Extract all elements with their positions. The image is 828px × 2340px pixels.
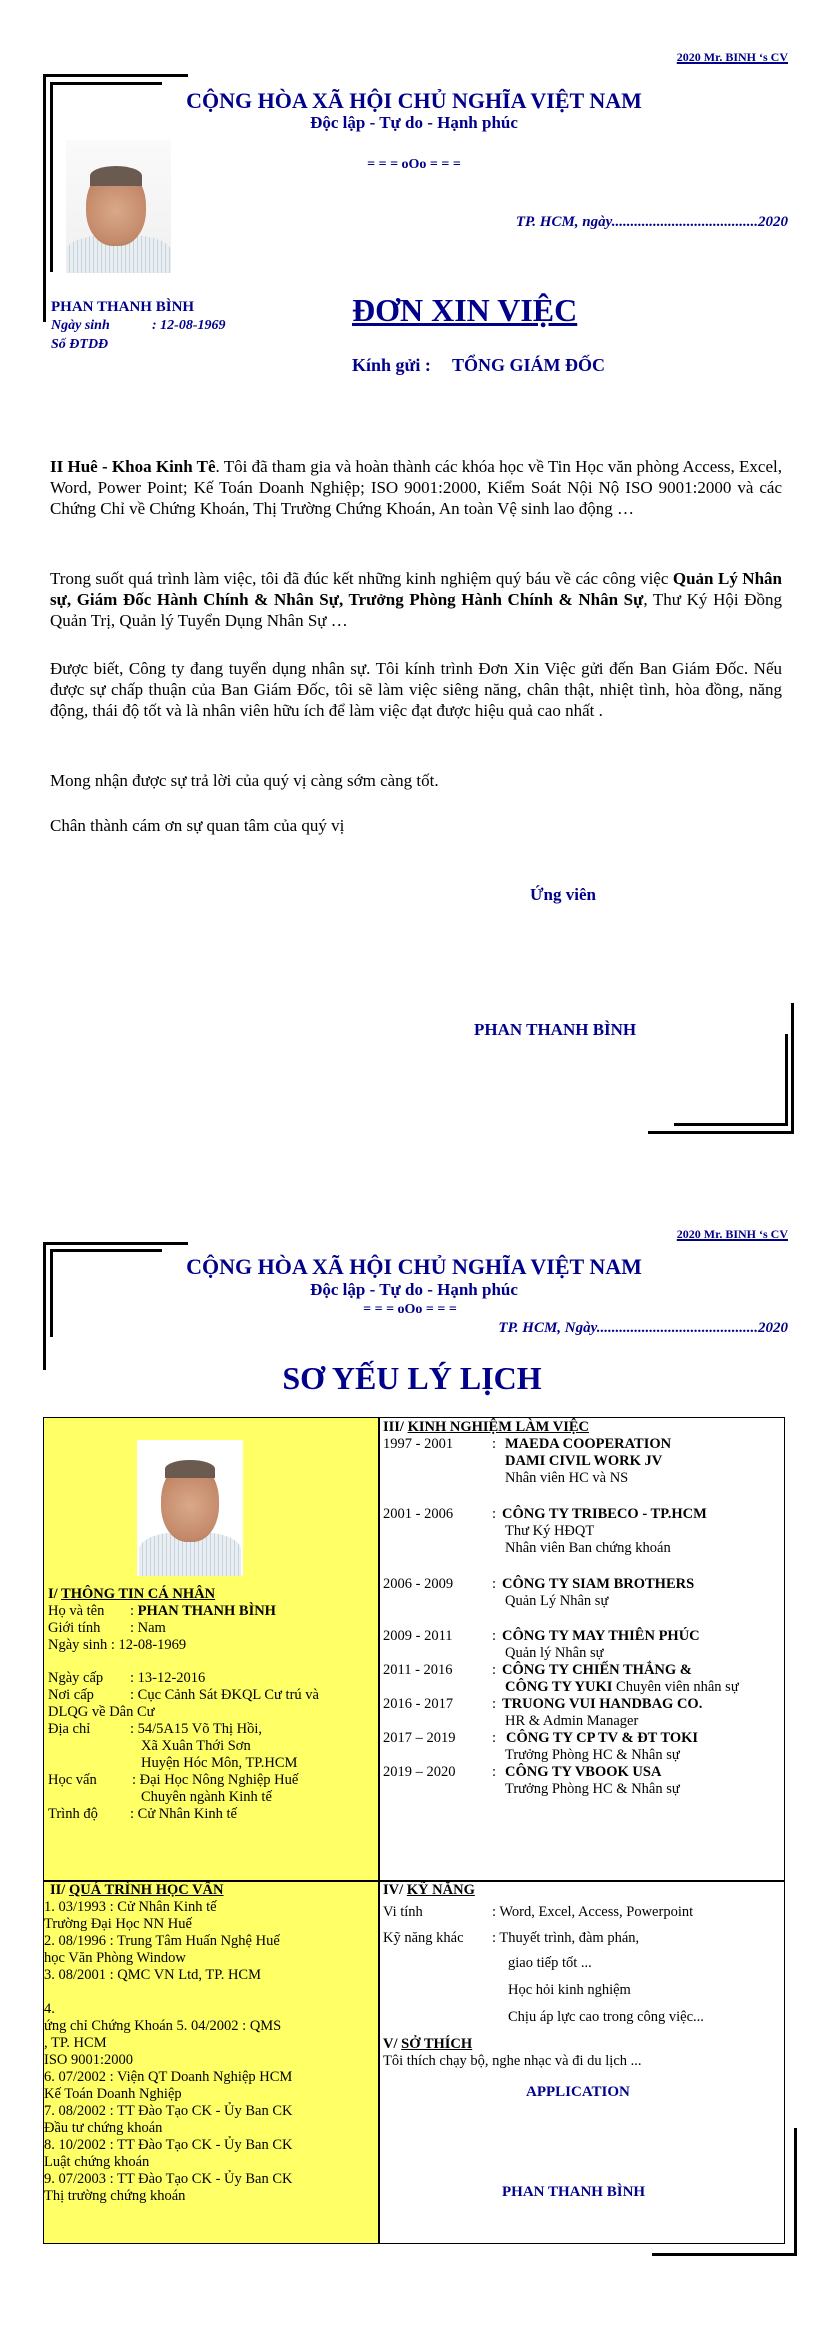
corner-decoration-line (791, 1003, 794, 1133)
personal-row-address-3: Huyện Hóc Môn, TP.HCM (141, 1755, 298, 1771)
document-title: ĐƠN XIN VIỆC (352, 292, 578, 328)
paragraph-1-bold: II Huê - Khoa Kinh Tê (50, 457, 216, 476)
skill-value: Chịu áp lực cao trong công việc... (508, 2009, 704, 2025)
paragraph-5: Chân thành cám ơn sự quan tâm của quý vị (50, 816, 345, 835)
skill-label: Vi tính (383, 1904, 423, 1920)
education-heading (50, 1882, 224, 1899)
personal-row-issue-place-cont (48, 1704, 155, 1721)
paragraph-2 (50, 568, 782, 631)
field-value: : Nam (130, 1620, 166, 1636)
field-value: : (130, 1603, 138, 1619)
field-value: : Cục Cảnh Sát ĐKQL Cư trú và (130, 1687, 319, 1703)
field-label: Họ và tên (48, 1603, 105, 1619)
field-label: Địa chỉ (48, 1721, 91, 1737)
paragraph-4: Mong nhận được sự trả lời của quý vị càng sớm càng tốt. (50, 771, 439, 790)
field-label: Ngày sinh : (48, 1637, 115, 1653)
job-period: 1997 - 2001 (383, 1436, 454, 1452)
paragraph-2-text: Trong suốt quá trình làm việc, tôi đã đúc kết những kinh nghiệm quý báu về các công việc (50, 569, 673, 588)
signature-label: Ứng viên (530, 885, 596, 904)
paragraph-2-bold: Quản Lý Nhân sự, Giám Đốc Hành Chính & Nhân Sự, Trưởng Phòng Hành Chính & Nhân Sự (50, 569, 782, 609)
corner-decoration-line (50, 1249, 162, 1252)
field-label: Ngày cấp (48, 1670, 104, 1686)
education-line: học Văn Phòng Window (44, 1950, 186, 1966)
section-number: V/ (383, 2036, 402, 2052)
section-title: QUÁ TRÌNH HỌC VẤN (68, 1882, 224, 1898)
job-company: CÔNG TY YUKI (505, 1679, 613, 1695)
education-line: Luật chứng khoán (44, 2154, 150, 2170)
corner-decoration-line (50, 82, 162, 85)
job-period: 2006 - 2009 (383, 1576, 454, 1592)
personal-row-degree (48, 1806, 237, 1823)
education-line: Trường Đại Học NN Huế (44, 1916, 192, 1932)
job-company: CÔNG TY TRIBECO - TP.HCM (502, 1506, 707, 1522)
section-number: III/ (383, 1419, 408, 1435)
corner-decoration-line (43, 1242, 188, 1245)
corner-decoration-line (794, 2128, 797, 2256)
job-period: 2019 – 2020 (383, 1764, 456, 1780)
personal-info-heading (48, 1586, 215, 1603)
job-role: HR & Admin Manager (505, 1713, 639, 1729)
separator: = = = oOo = = = (363, 1302, 457, 1317)
job-period: 2017 – 2019 (383, 1730, 456, 1746)
separator: = = = oOo = = = (367, 157, 461, 172)
education-line: 1. 03/1993 : Cử Nhân Kinh tế (44, 1899, 217, 1915)
applicant-photo (66, 140, 171, 273)
signature-name: PHAN THANH BÌNH (474, 1020, 637, 1039)
skill-label: Kỹ năng khác (383, 1930, 464, 1946)
section-number: IV/ (383, 1882, 407, 1898)
dob-value: : 12-08-1969 (152, 318, 226, 333)
section-title: KỸ NĂNG (406, 1882, 475, 1898)
skill-value: Học hỏi kinh nghiệm (508, 1982, 631, 1998)
education-line: 9. 07/2003 : TT Đào Tạo CK - Ủy Ban CK (44, 2171, 293, 2187)
job-company: CÔNG TY CHIẾN THẮNG & (502, 1662, 692, 1678)
job-period: 2011 - 2016 (383, 1662, 453, 1678)
field-value: : Cử Nhân Kinh tế (130, 1806, 237, 1822)
recipient: TỔNG GIÁM ĐỐC (452, 355, 605, 375)
job-role: Chuyên viên nhân sự (612, 1679, 739, 1695)
field-value: : 54/5A15 Võ Thị Hồi, (130, 1721, 262, 1737)
field-value: 12-08-1969 (114, 1637, 187, 1653)
job-role: Thư Ký HĐQT (505, 1523, 595, 1539)
education-line: 3. 08/2001 : QMC VN Ltd, TP. HCM (44, 1967, 261, 1983)
personal-row-education (48, 1772, 298, 1789)
job-role: Quản Lý Nhân sự (505, 1593, 609, 1609)
education-line: Đầu tư chứng khoán (44, 2120, 163, 2136)
motto: Độc lập - Tự do - Hạnh phúc (310, 1280, 518, 1299)
job-company: CÔNG TY SIAM BROTHERS (502, 1576, 695, 1592)
full-name-value: PHAN THANH BÌNH (137, 1603, 276, 1619)
paragraph-3: Được biết, Công ty đang tuyển dụng nhân sự. Tôi kính trình Đơn Xin Việc gửi đến Ban Giám Đốc. Nếu được sự chấp thuận của Ban Giám Đốc, tôi sẽ làm việc siêng năng, chân thật, nhiệt tình, hòa đồng, năng động, thái độ tốt và là nhân viên hữu ích để làm việc đạt được hiệu quả cao nhất . (50, 659, 782, 720)
personal-row-major: Chuyên ngành Kinh tế (141, 1789, 272, 1805)
job-company-line (505, 1679, 739, 1696)
education-line: , TP. HCM (44, 2035, 107, 2051)
personal-row-dob (48, 1637, 186, 1654)
job-company: CÔNG TY VBOOK USA (505, 1764, 662, 1780)
section-number: I/ (48, 1586, 62, 1602)
corner-decoration-line (674, 1123, 788, 1126)
nation-heading: CỘNG HÒA XÃ HỘI CHỦ NGHĨA VIỆT NAM (186, 1254, 642, 1279)
field-label: Học vấn (48, 1772, 97, 1788)
job-company: DAMI CIVIL WORK JV (505, 1453, 663, 1469)
job-period: 2009 - 2011 (383, 1628, 453, 1644)
skill-value: : Word, Excel, Access, Powerpoint (492, 1904, 694, 1920)
field-label: Giới tính (48, 1620, 101, 1636)
field-value: DLQG về Dân Cư (48, 1704, 155, 1720)
place-date-line: TP. HCM, ngày.......................................2020 (515, 214, 788, 230)
section-title: THÔNG TIN CÁ NHÂN (61, 1586, 216, 1602)
cv-tag: 2020 Mr. BINH ‘s CV (676, 1227, 788, 1241)
corner-decoration-line (43, 74, 188, 77)
personal-row-address (48, 1721, 262, 1738)
education-line: 8. 10/2002 : TT Đào Tạo CK - Ủy Ban CK (44, 2137, 293, 2153)
section-number: II/ (50, 1882, 69, 1898)
section-title: KINH NGHIỆM LÀM VIỆC (407, 1419, 589, 1435)
skill-value: : Thuyết trình, đàm phán, (492, 1930, 640, 1946)
job-role: Quản lý Nhân sự (505, 1645, 604, 1661)
personal-row-issue-place (48, 1687, 319, 1704)
job-role: Nhân viên Ban chứng khoán (505, 1540, 671, 1556)
field-value: : Đại Học Nông Nghiệp Huế (132, 1772, 299, 1788)
skill-value: giao tiếp tốt ... (508, 1955, 592, 1971)
job-company: CÔNG TY MAY THIÊN PHÚC (502, 1628, 700, 1644)
personal-row-name (48, 1603, 276, 1620)
job-period: 2001 - 2006 (383, 1506, 454, 1522)
experience-heading (383, 1419, 589, 1436)
hobbies-text: Tôi thích chạy bộ, nghe nhạc và đi du lịch ... (383, 2053, 642, 2069)
skills-heading (383, 1882, 475, 1899)
personal-row-issue-date (48, 1670, 205, 1687)
applicant-name: PHAN THANH BÌNH (51, 299, 195, 315)
job-role: Trưởng Phòng HC & Nhân sự (505, 1781, 680, 1797)
job-company: TRUONG VUI HANDBAG CO. (502, 1696, 703, 1712)
education-line: 7. 08/2002 : TT Đào Tạo CK - Ủy Ban CK (44, 2103, 293, 2119)
job-company: CÔNG TY CP TV & ĐT TOKI (506, 1730, 699, 1746)
education-line: ứng chỉ Chứng Khoán 5. 04/2002 : QMS (44, 2018, 282, 2034)
resume-title: SƠ YẾU LÝ LỊCH (282, 1360, 542, 1396)
education-line: Kế Toán Doanh Nghiệp (44, 2086, 182, 2102)
signature-label: APPLICATION (526, 2084, 630, 2100)
job-role: Nhân viên HC và NS (505, 1470, 629, 1486)
section-title: SỞ THÍCH (401, 2036, 473, 2052)
phone-label: Số ĐTDĐ (51, 337, 109, 352)
resume-table: I/ THÔNG TIN CÁ NHÂN Họ và tên : PHAN THANH BÌNH Giới tính : Nam Ngày sinh : 12-08-1969 Ngày cấp : 13-12-2016 Nơi cấp : Cục Cảnh Sát ĐKQL Cư trú và DLQG về Dân Cư Địa chỉ : 54/5A15 Võ Thị Hồi, Xã Xuân Thới Sơn Huyện Hóc Môn, TP.HCM Học vấn : Đại Học Nông Nghiệp Huế Chuyên ngành Kinh tế Trình độ : Cử Nhân Kinh tế II/ QUÁ TRÌNH HỌC VẤN 1. 03/1993 : Cử Nhân Kinh tế Trường Đại Học NN Huế 2. 08/1996 : Trung Tâm Huấn Nghệ Huế học Văn Phòng Window 3. 08/2001 : QMC VN Ltd, TP. HCM 4. ứng chỉ Chứng Khoán 5. 04/2002 : QMS , TP. HCM ISO 9001:2000 6. 07/2002 : Viện QT Doanh Nghiệp HCM Kế Toán Doanh Nghiệp 7. 08/2002 : TT Đào Tạo CK - Ủy Ban CK Đầu tư chứng khoán 8. 10/2002 : TT Đào Tạo CK - Ủy Ban CK Luật chứng khoán 9. 07/2003 : TT Đào Tạo CK - Ủy Ban CK Thị trường chứng khoán III/ KINH NGHIỆM LÀM VIỆC 1997 - 2001 : MAEDA COOPERATION DAMI CIVIL WORK JV Nhân viên HC và NS 2001 - 2006 : CÔNG TY TRIBECO - TP.HCM Thư Ký HĐQT Nhân viên Ban chứng khoán 2006 - 2009 : CÔNG TY SIAM BROTHERS Quản Lý Nhân sự 2009 - 2011 : CÔNG TY MAY THIÊN PHÚC Quản lý Nhân sự 2011 - 2016 : CÔNG TY CHIẾN THẮNG & CÔNG TY YUKI Chuyên viên nhân sự 2016 - 2017 : TRUONG VUI HANDBAG CO. HR & Admin Manager 2017 – 2019 : CÔNG TY CP TV & ĐT TOKI Trưởng Phòng HC & Nhân sự 2019 – 2020 : CÔNG TY VBOOK USA Trưởng Phòng HC & Nhân sự IV/ KỸ NĂNG Vi tính : Word, Excel, Access, Powerpoint Kỹ năng khác : Thuyết trình, đàm phán, giao tiếp tốt ... Học hỏi kinh nghiệm Chịu áp lực cao trong công việc... V/ SỞ THÍCH Tôi thích chạy bộ, nghe nhạc và đi du lịch ... APPLICATION PHAN THANH BÌNH (43, 1417, 785, 2244)
signature-name: PHAN THANH BÌNH (502, 2184, 646, 2200)
corner-decoration-line (785, 1034, 788, 1126)
education-line: 4. (44, 2001, 55, 2017)
job-company: MAEDA COOPERATION (505, 1436, 672, 1452)
education-line: ISO 9001:2000 (44, 2052, 134, 2068)
applicant-photo (137, 1440, 243, 1576)
personal-row-address-2: Xã Xuân Thới Sơn (141, 1738, 251, 1754)
motto: Độc lập - Tự do - Hạnh phúc (310, 113, 518, 132)
field-label: Trình độ (48, 1806, 98, 1822)
hobbies-heading (383, 2036, 472, 2053)
corner-decoration-line (648, 1131, 794, 1134)
paragraph-1 (50, 456, 782, 519)
corner-decoration-line (652, 2253, 797, 2256)
education-line: Thị trường chứng khoán (44, 2188, 186, 2204)
personal-row-gender (48, 1620, 166, 1637)
nation-heading: CỘNG HÒA XÃ HỘI CHỦ NGHĨA VIỆT NAM (186, 88, 642, 113)
field-value: : 13-12-2016 (130, 1670, 206, 1686)
job-role: Trưởng Phòng HC & Nhân sự (505, 1747, 680, 1763)
place-date-line: TP. HCM, Ngày...........................................2020 (498, 1320, 788, 1336)
table-divider (378, 1418, 380, 2243)
paragraph-2-end: , Thư Ký Hội Đồng Quản Trị, Quản lý Tuyển Dụng Nhân Sự … (50, 590, 782, 630)
field-label: Nơi cấp (48, 1687, 94, 1703)
recipient-label: Kính gửi : (352, 355, 431, 375)
cv-tag: 2020 Mr. BINH ‘s CV (676, 50, 788, 64)
education-line: 2. 08/1996 : Trung Tâm Huấn Nghệ Huế (44, 1933, 280, 1949)
dob-label: Ngày sinh (51, 318, 110, 333)
paragraph-1-text: . Tôi đã tham gia và hoàn thành các khóa học về Tin Học văn phòng Access, Excel, Word, Power Point; Kế Toán Doanh Nghiệp; ISO 9001:2000, Kiểm Soát Nội Nộ ISO 9001:2000 và các Chứng Chỉ về Chứng Khoán, Thị Trường Chứng Khoán, An toàn Vệ sinh lao động … (50, 457, 782, 518)
education-line: 6. 07/2002 : Viện QT Doanh Nghiệp HCM (44, 2069, 293, 2085)
job-period: 2016 - 2017 (383, 1696, 454, 1712)
